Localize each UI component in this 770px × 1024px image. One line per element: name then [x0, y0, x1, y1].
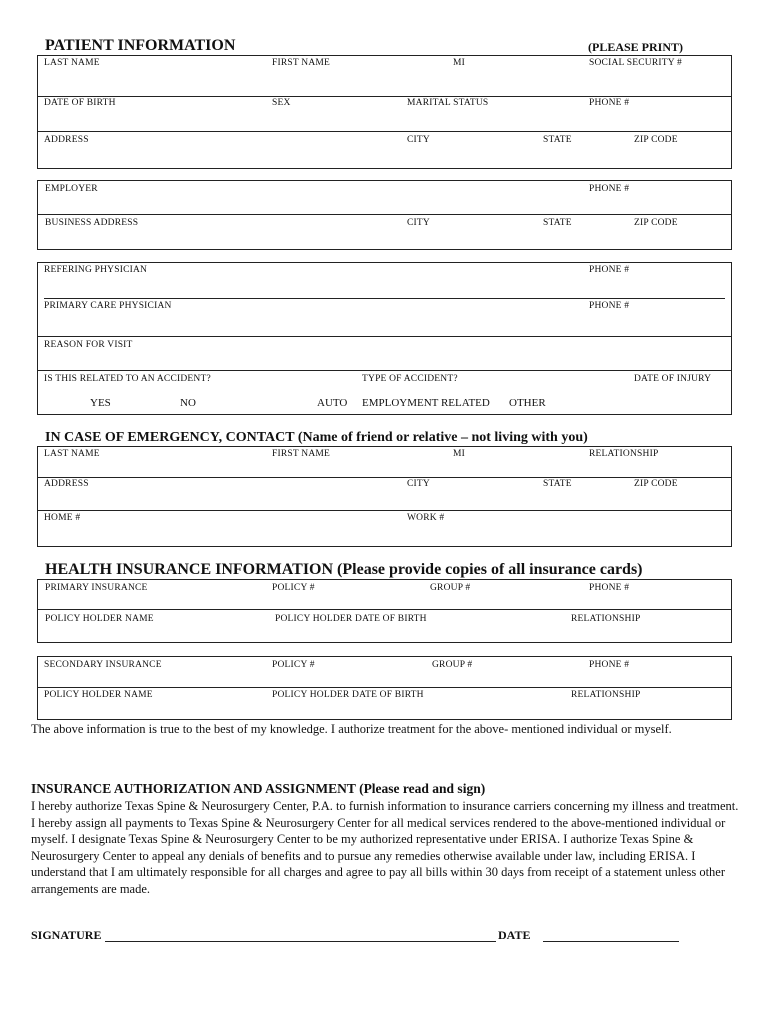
referring-phone-field[interactable]: PHONE # [589, 265, 630, 275]
divider [37, 96, 732, 97]
dob-field[interactable]: DATE OF BIRTH [44, 98, 116, 108]
accident-yes-option[interactable]: YES [90, 397, 111, 409]
primary-ins-phone-field[interactable]: PHONE # [589, 583, 630, 593]
physician-box [37, 262, 732, 415]
city-field[interactable]: CITY [407, 135, 430, 145]
ssn-field[interactable]: SOCIAL SECURITY # [589, 58, 682, 68]
accident-question: IS THIS RELATED TO AN ACCIDENT? [44, 374, 211, 384]
primary-care-physician-field[interactable]: PRIMARY CARE PHYSICIAN [44, 301, 172, 311]
accident-no-option[interactable]: NO [180, 397, 196, 409]
phone-field[interactable]: PHONE # [589, 98, 630, 108]
accident-type-label: TYPE OF ACCIDENT? [362, 374, 458, 384]
mi-field[interactable]: MI [453, 58, 466, 68]
divider [37, 370, 732, 371]
divider [37, 609, 732, 610]
patient-info-box [37, 55, 732, 169]
accident-auto-option[interactable]: AUTO [317, 397, 348, 409]
secondary-holder-name-field[interactable]: POLICY HOLDER NAME [44, 690, 153, 700]
marital-status-field[interactable]: MARITAL STATUS [407, 98, 489, 108]
ec-work-phone-field[interactable]: WORK # [407, 513, 445, 523]
signature-label: SIGNATURE [31, 928, 102, 942]
ec-address-field[interactable]: ADDRESS [44, 479, 89, 489]
state-field[interactable]: STATE [543, 135, 572, 145]
secondary-relationship-field[interactable]: RELATIONSHIP [571, 690, 641, 700]
last-name-field[interactable]: LAST NAME [44, 58, 100, 68]
ec-zip-field[interactable]: ZIP CODE [634, 479, 678, 489]
employer-phone-field[interactable]: PHONE # [589, 184, 630, 194]
address-field[interactable]: ADDRESS [44, 135, 89, 145]
divider [37, 477, 732, 478]
ec-mi-field[interactable]: MI [453, 449, 466, 459]
emergency-section-title: IN CASE OF EMERGENCY, CONTACT (Name of friend or relative – not living with you) [45, 430, 588, 445]
authorization-body: I hereby authorize Texas Spine & Neurosurgery Center, P.A. to furnish information to insurance carriers concerning my illness and treatment. I hereby assign all payments to Texas Spine & Neurosurgery Center for all medical services rendered to the above-mentioned individual or myself. I designate Texas Spine & Neurosurgery Center to be my authorized representative under ERISA. I authorize Texas Spine & Neurosurgery Center to appeal any denials of benefits and to pursue any remedies otherwise available under law, including ERISA. I understand that I am ultimately responsible for all charges and agree to pay all bills within 30 days from receipt of a statement unless other arrangements are made. [31, 799, 739, 896]
please-print-note: (PLEASE PRINT) [588, 40, 684, 54]
authorization-title: INSURANCE AUTHORIZATION AND ASSIGNMENT (Please read and sign) [31, 781, 486, 796]
primary-group-field[interactable]: GROUP # [430, 583, 471, 593]
primary-phone-field[interactable]: PHONE # [589, 301, 630, 311]
ec-state-field[interactable]: STATE [543, 479, 572, 489]
date-line[interactable] [543, 941, 679, 942]
primary-policy-field[interactable]: POLICY # [272, 583, 315, 593]
ec-last-name-field[interactable]: LAST NAME [44, 449, 100, 459]
patient-section-title: PATIENT INFORMATION [45, 37, 236, 54]
business-city-field[interactable]: CITY [407, 218, 430, 228]
divider [37, 131, 732, 132]
attestation-text: The above information is true to the best of my knowledge. I authorize treatment for the above- mentioned individual or myself. [31, 722, 672, 736]
divider [37, 214, 732, 215]
zip-field[interactable]: ZIP CODE [634, 135, 678, 145]
business-zip-field[interactable]: ZIP CODE [634, 218, 678, 228]
secondary-group-field[interactable]: GROUP # [432, 660, 473, 670]
secondary-ins-phone-field[interactable]: PHONE # [589, 660, 630, 670]
signature-line[interactable] [105, 941, 496, 942]
employer-field[interactable]: EMPLOYER [45, 184, 98, 194]
ec-relationship-field[interactable]: RELATIONSHIP [589, 449, 659, 459]
secondary-holder-dob-field[interactable]: POLICY HOLDER DATE OF BIRTH [272, 690, 424, 700]
emergency-box [37, 446, 732, 547]
business-state-field[interactable]: STATE [543, 218, 572, 228]
ec-home-phone-field[interactable]: HOME # [44, 513, 81, 523]
date-of-injury-field[interactable]: DATE OF INJURY [634, 374, 712, 384]
secondary-insurance-field[interactable]: SECONDARY INSURANCE [44, 660, 162, 670]
ec-city-field[interactable]: CITY [407, 479, 430, 489]
business-address-field[interactable]: BUSINESS ADDRESS [45, 218, 139, 228]
primary-insurance-field[interactable]: PRIMARY INSURANCE [45, 583, 148, 593]
accident-other-option[interactable]: OTHER [509, 397, 546, 409]
primary-relationship-field[interactable]: RELATIONSHIP [571, 614, 641, 624]
insurance-section-title: HEALTH INSURANCE INFORMATION (Please provide copies of all insurance cards) [45, 561, 643, 578]
first-name-field[interactable]: FIRST NAME [272, 58, 331, 68]
date-label: DATE [498, 928, 531, 942]
accident-employment-option[interactable]: EMPLOYMENT RELATED [362, 397, 490, 409]
primary-holder-dob-field[interactable]: POLICY HOLDER DATE OF BIRTH [275, 614, 427, 624]
divider [37, 687, 732, 688]
divider [44, 298, 725, 299]
reason-for-visit-field[interactable]: REASON FOR VISIT [44, 340, 133, 350]
ec-first-name-field[interactable]: FIRST NAME [272, 449, 331, 459]
primary-holder-name-field[interactable]: POLICY HOLDER NAME [45, 614, 154, 624]
sex-field[interactable]: SEX [272, 98, 291, 108]
referring-physician-field[interactable]: REFERING PHYSICIAN [44, 265, 148, 275]
secondary-policy-field[interactable]: POLICY # [272, 660, 315, 670]
divider [37, 336, 732, 337]
divider [37, 510, 732, 511]
